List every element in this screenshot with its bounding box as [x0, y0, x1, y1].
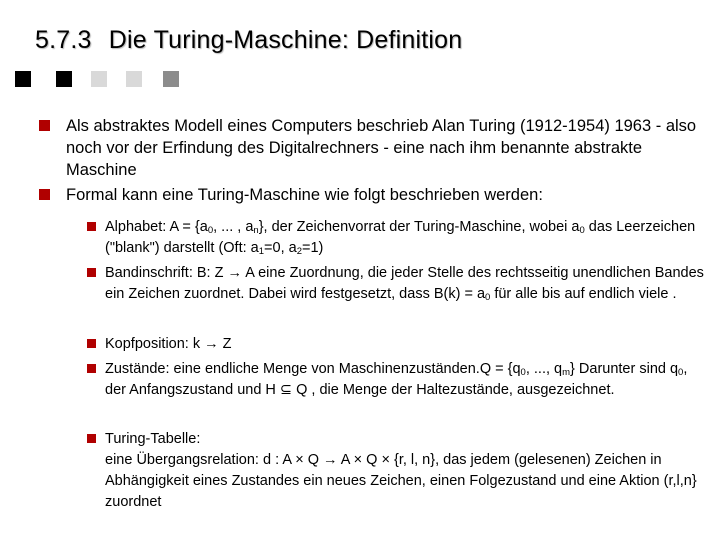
square-light-2 [126, 71, 142, 87]
bullet-l2-turing-tabelle [105, 429, 705, 513]
bullet-text: Alphabet: $A = \{a_0$, ... , $a_n$}, der Zeichenvorrat der Turing-Maschine, wobei $a_0$ das Leerzeichen ("blank") darstellt (Oft: $a_1=0$, $a_2=1$) [105, 219, 696, 257]
bullet-text: Als abstraktes Modell eines Computers beschrieb Alan Turing (1912-1954) 1963 - also noch vor der Erfindung des Digitalrechners - eine nach ihm benannte abstrakte Maschine [66, 117, 697, 179]
bullet-l2-kopfposition [105, 334, 705, 355]
title-number: 5.7.3 [35, 26, 92, 54]
bullet-text: Kopfposition: k → Z [105, 336, 232, 352]
bullet-square-icon [87, 339, 96, 348]
bullet-text: Formal kann eine Turing-Maschine wie folgt beschrieben werden: [66, 186, 543, 204]
bullet-l2-bandinschrift [105, 263, 705, 305]
bullet-l2-zustaende [105, 359, 705, 401]
square-dark-1 [15, 71, 31, 87]
slide-title [35, 26, 462, 55]
bullet-text-body: eine Übergangsrelation: d : A × Q → A × Q × {r, l, n}, das jedem (gelesenen) Zeichen in Abhängigkeit eines Zustandes ein neues Zeichen, einen Folgezustand und eine Aktion (r,l,n} zuordnet [105, 452, 697, 510]
bullet-square-icon [87, 434, 96, 443]
square-light-1 [91, 71, 107, 87]
bullet-square-icon [87, 268, 96, 277]
bullet-square-icon [39, 189, 50, 200]
bullet-square-icon [39, 120, 50, 131]
square-dark-2 [56, 71, 72, 87]
bullet-l1-turing-history [66, 115, 706, 181]
bullet-l1-formal [66, 184, 706, 206]
bullet-text: Bandinschrift: B: Z → A eine Zuordnung, die jeder Stelle des rechtsseitig unendlichen Bandes ein Zeichen zuordnet. Dabei wird festgesetzt, dass $B(k) = a_0$ für alle bis auf endlich viele . [105, 265, 704, 303]
bullet-square-icon [87, 364, 96, 373]
title-text: Die Turing-Maschine: Definition [108, 26, 463, 54]
bullet-text: Zustände: eine endliche Menge von Maschinenzuständen.Q = {$q_0$, ..., $q_m$} Darunter sind $q_0$, der Anfangszustand und H ⊆ Q , die Menge der Haltezustände, ausgezeichnet. [105, 361, 688, 398]
bullet-l2-alphabet [105, 217, 705, 259]
bullet-square-icon [87, 222, 96, 231]
bullet-text-heading: Turing-Tabelle: [105, 431, 201, 447]
square-mid [163, 71, 179, 87]
